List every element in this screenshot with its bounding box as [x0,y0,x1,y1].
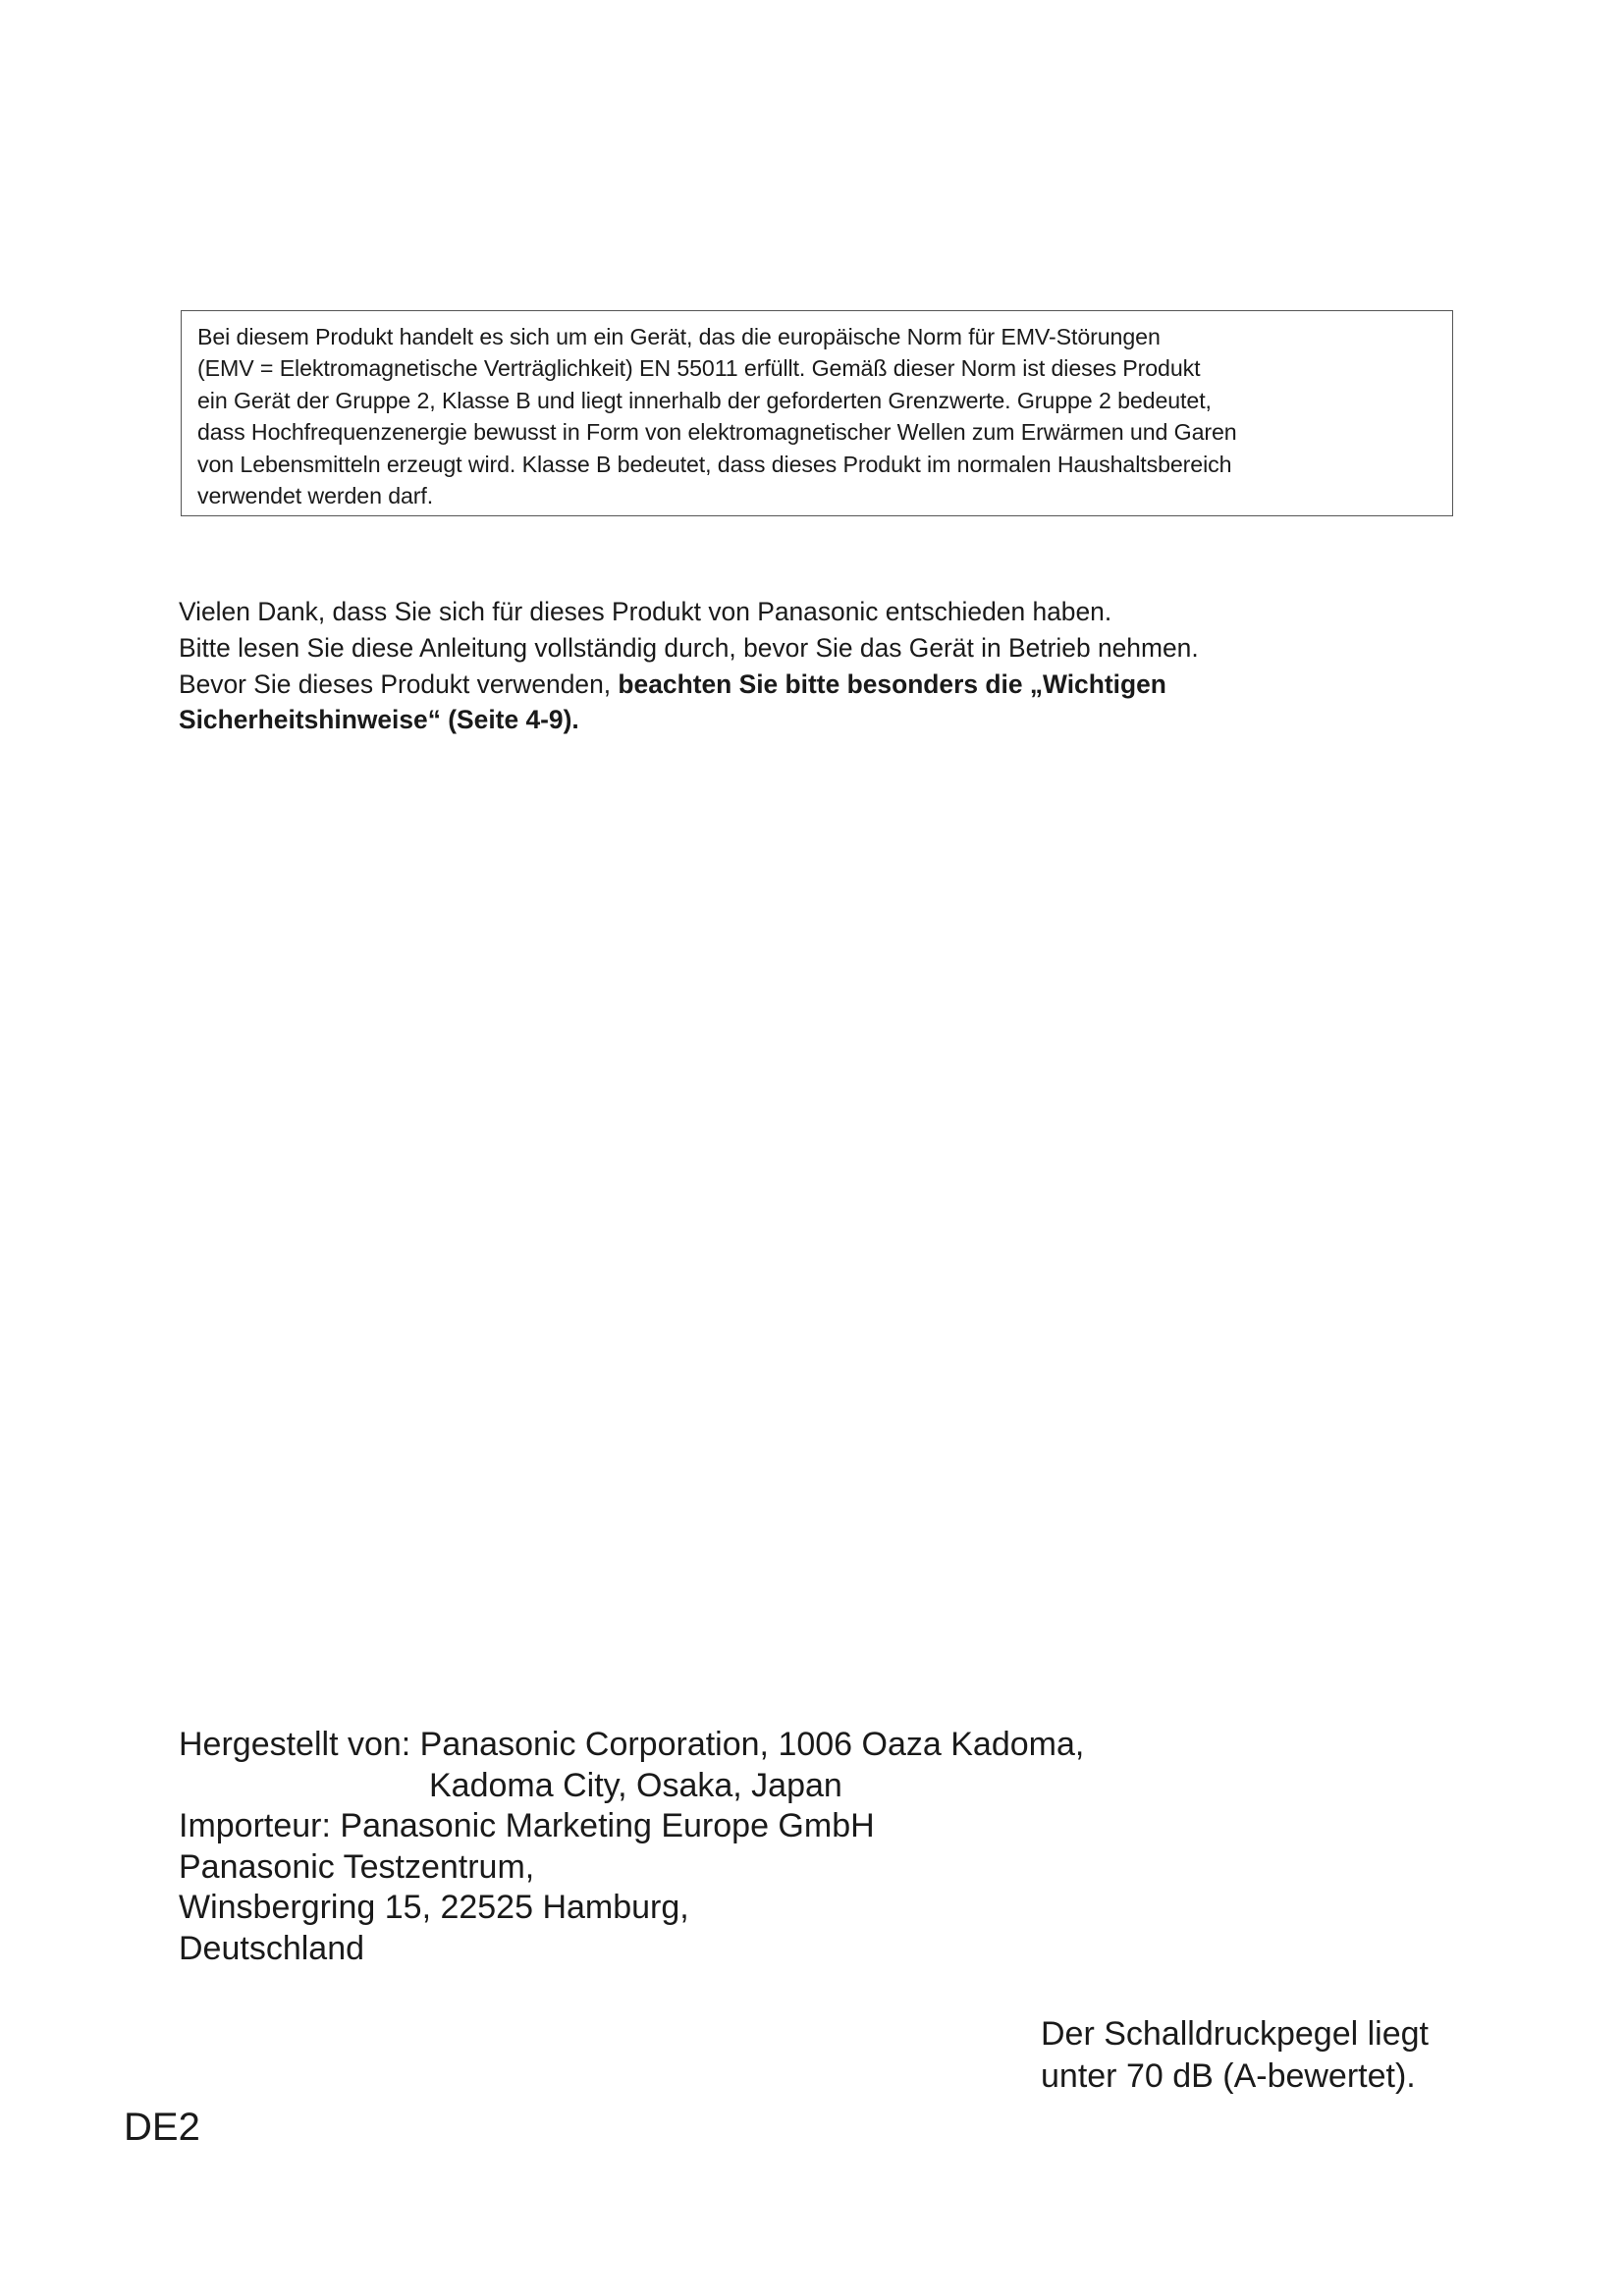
manufacturer-city-line: Kadoma City, Osaka, Japan [429,1766,842,1804]
emv-notice-line: von Lebensmitteln erzeugt wird. Klasse B bedeutet, dass dieses Produkt im normalen Haushaltsbereich [197,451,1232,477]
emv-notice-line: (EMV = Elektromagnetische Verträglichkeit) EN 55011 erfüllt. Gemäß dieser Norm ist dieses Produkt [197,355,1201,382]
emv-notice-box [181,310,1453,516]
noise-notice [1041,2013,1591,2098]
manufacturer-line: Hergestellt von: Panasonic Corporation, 1006 Oaza Kadoma, [179,1726,1085,1763]
intro-safety-regular: Bevor Sie dieses Produkt verwenden, [179,668,619,699]
emv-notice-line: ein Gerät der Gruppe 2, Klasse B und liegt innerhalb der geforderten Grenzwerte. Gruppe 2 bedeutet, [197,387,1212,413]
intro-safety-line-2 [179,702,1455,738]
emv-notice-line: Bei diesem Produkt handelt es sich um ein Gerät, das die europäische Norm für EMV-Störungen [197,324,1161,349]
intro-thanks: Vielen Dank, dass Sie sich für dieses Produkt von Panasonic entschieden haben. [179,597,1112,626]
intro-safety-line [179,667,1455,703]
importer-name-line: Panasonic Testzentrum, [179,1847,535,1886]
emv-notice-line: verwendet werden darf. [197,483,434,509]
intro-safety-bold: beachten Sie bitte besonders die „Wichtigen [618,668,1166,699]
emv-notice-line: dass Hochfrequenzenergie bewusst in Form von elektromagnetischer Wellen zum Erwärmen und Garen [197,419,1237,446]
intro-safety-reference: Sicherheitshinweise“ (Seite 4-9). [179,705,579,735]
importer-line: Importeur: Panasonic Marketing Europe GmbH [179,1807,875,1844]
importer-address-line: Winsbergring 15, 22525 Hamburg, [179,1889,689,1926]
manufacturer-info [179,1725,1259,1969]
intro-read-manual: Bitte lesen Sie diese Anleitung vollständig durch, bevor Sie das Gerät in Betrieb nehmen. [179,632,1199,663]
noise-notice-line: unter 70 dB (A-bewertet). [1041,2057,1416,2095]
page-number: DE2 [124,2106,200,2149]
importer-country-line: Deutschland [179,1929,365,1967]
noise-notice-line: Der Schalldruckpegel liegt [1041,2015,1429,2053]
intro-paragraph [179,594,1455,738]
